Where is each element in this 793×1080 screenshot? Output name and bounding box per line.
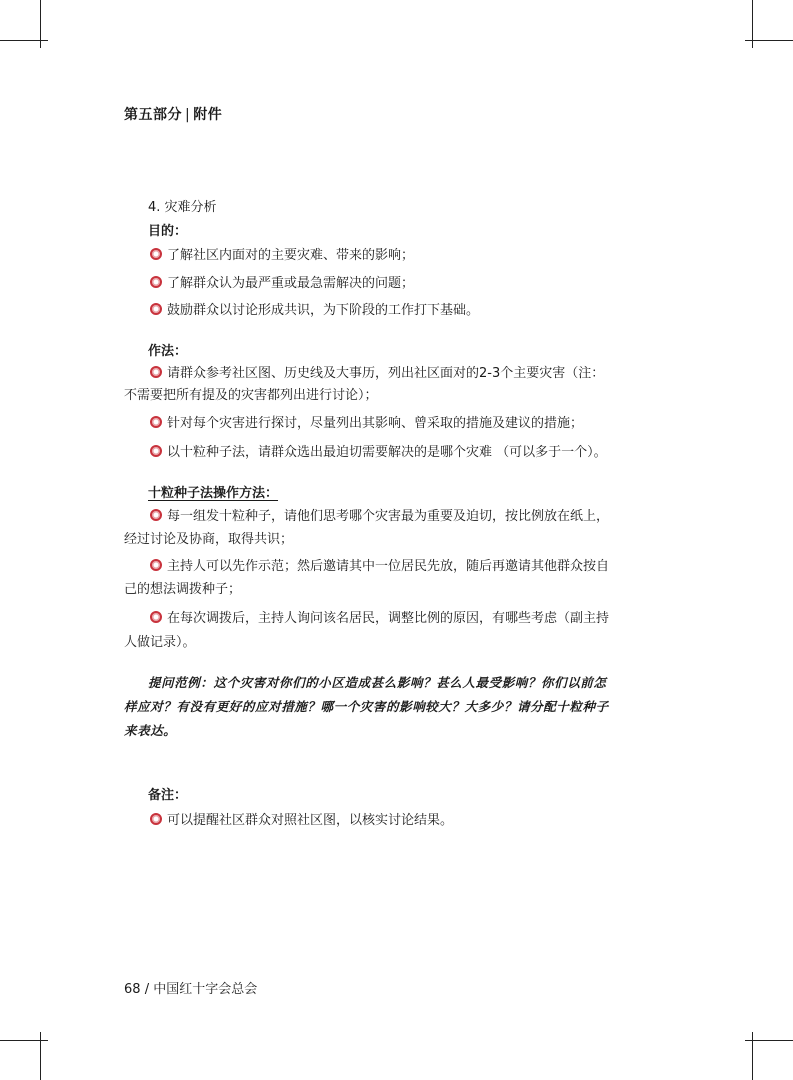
seeds-item: 每一组发十粒种子，请他们思考哪个灾害最为重要及迫切，按比例放在纸上，	[150, 507, 609, 527]
page-footer	[124, 978, 257, 997]
method-item: 针对每个灾害进行探讨，尽量列出其影响、曾采取的措施及建议的措施；	[150, 414, 583, 434]
crop-mark	[745, 40, 793, 41]
bullet-icon	[150, 416, 162, 428]
crop-mark	[745, 1040, 793, 1041]
seeds-item: 在每次调拨后，主持人询问该名居民，调整比例的原因，有哪些考虑（副主持	[150, 609, 609, 629]
bullet-icon	[150, 276, 162, 288]
seeds-item-continued: 经过讨论及协商，取得共识；	[124, 532, 294, 547]
purpose-label: 目的：	[148, 224, 188, 239]
section-label: 第五部分	[124, 107, 182, 123]
method-item: 请群众参考社区图、历史线及大事历，列出社区面对的2-3个主要灾害（注：	[150, 364, 604, 384]
crop-mark	[0, 1040, 48, 1041]
header-separator: |	[185, 107, 191, 123]
example-text: 来表达。	[124, 723, 177, 738]
bullet-icon	[150, 445, 162, 457]
example-text: 样应对？有没有更好的应对措施？哪一个灾害的影响较大？大多少？请分配十粒种子	[124, 699, 609, 714]
notes-item: 可以提醒社区群众对照社区图，以核实讨论结果。	[150, 811, 453, 831]
purpose-item: 鼓励群众以讨论形成共识，为下阶段的工作打下基础。	[150, 301, 479, 321]
page-header	[124, 104, 222, 124]
footer-separator: /	[144, 982, 150, 997]
section-heading: 4. 灾难分析	[148, 200, 217, 215]
method-label: 作法：	[148, 344, 188, 359]
notes-label: 备注：	[148, 788, 188, 803]
method-item: 以十粒种子法，请群众选出最迫切需要解决的是哪个灾难 （可以多于一个）。	[150, 443, 607, 463]
page-number: 68	[124, 982, 141, 997]
bullet-icon	[150, 611, 162, 623]
seeds-item: 主持人可以先作示范；然后邀请其中一位居民先放，随后再邀请其他群众按自	[150, 557, 609, 577]
bullet-icon	[150, 509, 162, 521]
example-text: 提问范例：这个灾害对你们的小区造成甚么影响？甚么人最受影响？你们以前怎	[148, 675, 607, 690]
seeds-item-continued: 人做记录）。	[124, 635, 196, 650]
crop-mark	[0, 40, 48, 41]
footer-org: 中国红十字会总会	[153, 982, 258, 997]
bullet-icon	[150, 559, 162, 571]
method-item-continued: 不需要把所有提及的灾害都列出进行讨论）；	[124, 388, 378, 403]
purpose-item: 了解社区内面对的主要灾难、带来的影响；	[150, 246, 414, 266]
bullet-icon	[150, 303, 162, 315]
section-title: 附件	[193, 107, 223, 123]
bullet-icon	[150, 813, 162, 825]
bullet-icon	[150, 248, 162, 260]
seeds-item-continued: 己的想法调拨种子；	[124, 582, 242, 597]
bullet-icon	[150, 366, 162, 378]
seeds-label: 十粒种子法操作方法：	[148, 486, 279, 501]
purpose-item: 了解群众认为最严重或最急需解决的问题；	[150, 274, 414, 294]
